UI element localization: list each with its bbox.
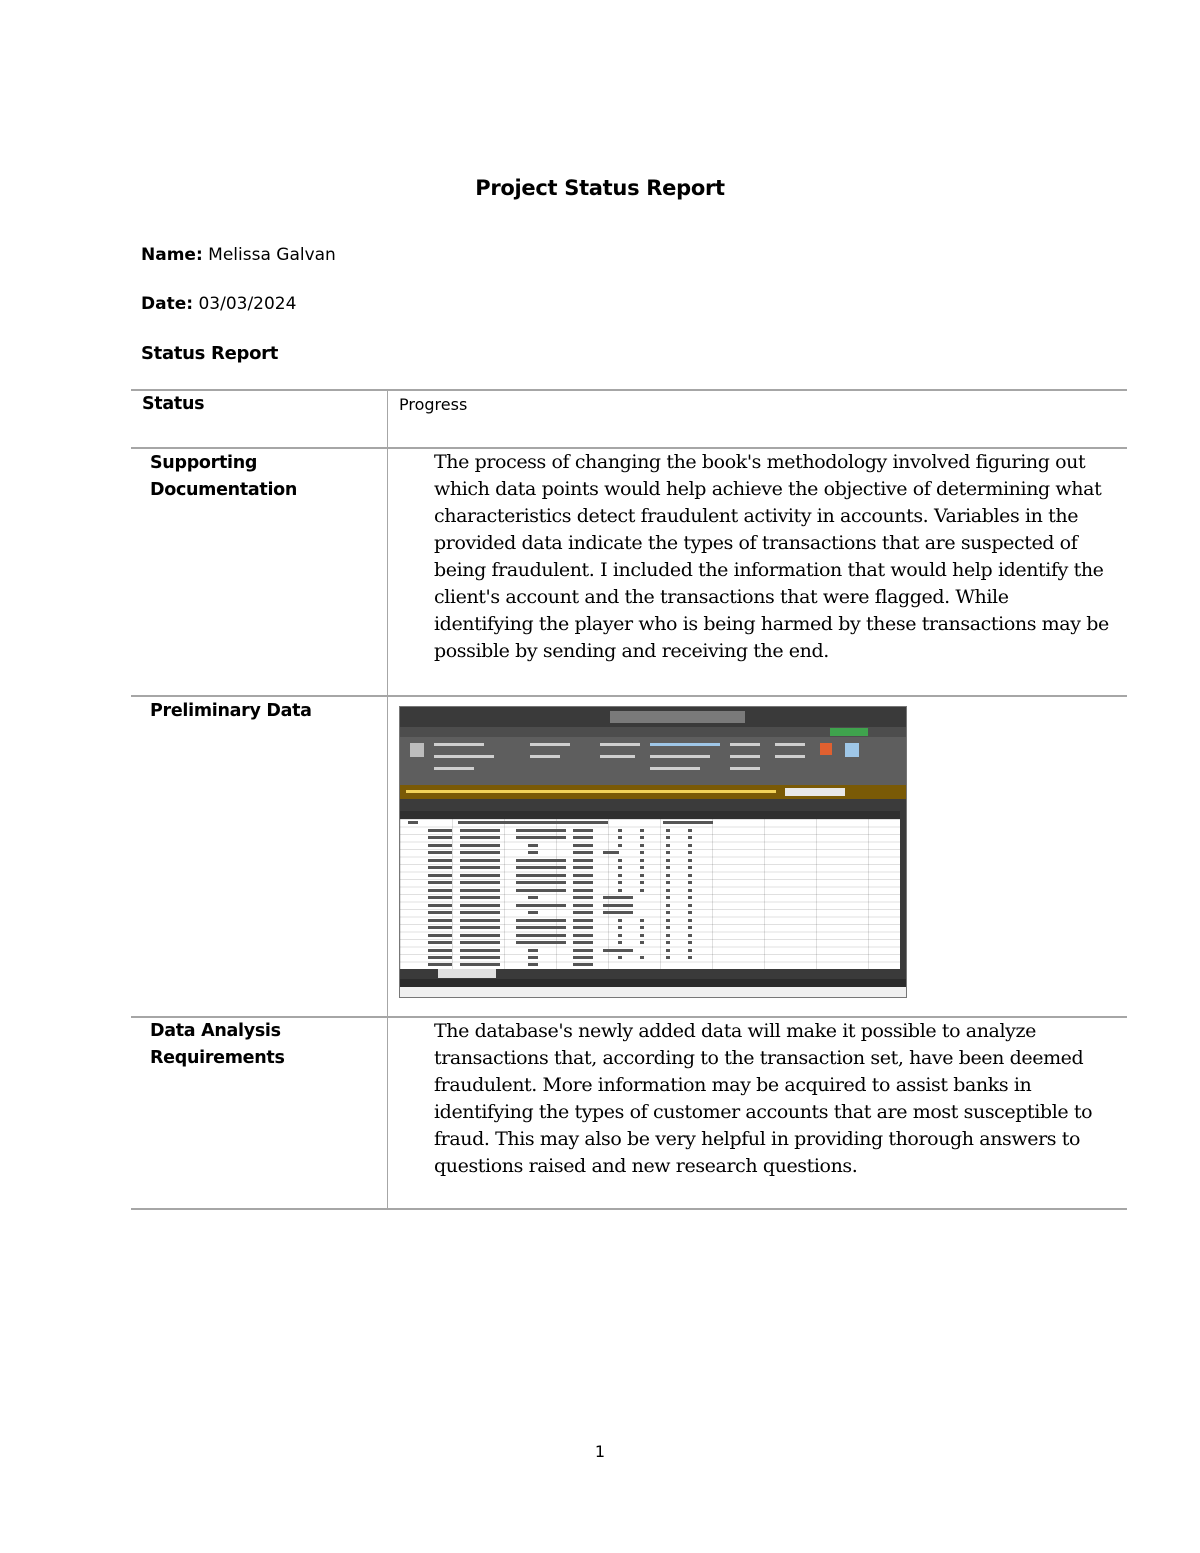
- screenshot-scrollbar: [900, 811, 906, 969]
- screenshot-status-bar: [400, 979, 906, 987]
- name-line: [141, 245, 336, 265]
- name-label: Name:: [141, 245, 203, 265]
- label-line: Documentation: [150, 480, 298, 500]
- text-line: fraudulent. More information may be acquired to assist banks in: [434, 1074, 1032, 1096]
- name-value: Melissa Galvan: [208, 245, 336, 265]
- status-report-table: [131, 389, 1127, 1210]
- supporting-documentation-text: [434, 449, 1124, 665]
- supporting-documentation-label: [150, 450, 297, 504]
- text-line: The database's newly added data will make it possible to analyze: [434, 1020, 1036, 1042]
- column-divider: [387, 1018, 388, 1208]
- table-row-data-analysis-requirements: [131, 1016, 1127, 1210]
- section-heading: Status Report: [141, 343, 279, 364]
- text-line: which data points would help achieve the objective of determining what: [434, 478, 1102, 500]
- screenshot-ribbon: [400, 737, 906, 785]
- spreadsheet-screenshot: [399, 706, 907, 998]
- page-number: 1: [594, 1442, 606, 1461]
- screenshot-share-button: [830, 728, 868, 736]
- page-title: Project Status Report: [475, 176, 725, 200]
- text-line: being fraudulent. I included the information that would help identify the: [434, 559, 1104, 581]
- screenshot-cell-grid: [400, 819, 900, 969]
- text-line: identifying the types of customer accounts that are most susceptible to: [434, 1101, 1093, 1123]
- label-line: Requirements: [150, 1048, 285, 1068]
- status-value: Progress: [399, 395, 468, 414]
- data-analysis-requirements-text: [434, 1018, 1124, 1180]
- text-line: fraud. This may also be very helpful in providing thorough answers to: [434, 1128, 1081, 1150]
- screenshot-search-box: [610, 711, 745, 723]
- column-divider: [387, 449, 388, 695]
- text-line: The process of changing the book's methodology involved figuring out: [434, 451, 1086, 473]
- status-label: Status: [142, 394, 205, 414]
- table-row-preliminary-data: [131, 695, 1127, 1016]
- screenshot-active-sheet-tab: [438, 969, 496, 978]
- screenshot-taskbar: [400, 987, 906, 997]
- column-divider: [387, 391, 388, 447]
- date-line: [141, 294, 296, 314]
- text-line: transactions that, according to the transaction set, have been deemed: [434, 1047, 1084, 1069]
- text-line: possible by sending and receiving the end.: [434, 640, 829, 662]
- text-line: identifying the player who is being harmed by these transactions may be: [434, 613, 1109, 635]
- label-line: Data Analysis: [150, 1021, 281, 1041]
- text-line: provided data indicate the types of transactions that are suspected of: [434, 532, 1078, 554]
- column-divider: [387, 697, 388, 1016]
- text-line: questions raised and new research questions.: [434, 1155, 858, 1177]
- text-line: characteristics detect fraudulent activity in accounts. Variables in the: [434, 505, 1079, 527]
- label-line: Supporting: [150, 453, 258, 473]
- data-analysis-requirements-label: [150, 1018, 285, 1072]
- screenshot-column-headers: [400, 811, 906, 819]
- date-value: 03/03/2024: [198, 294, 297, 314]
- table-row-status: [131, 389, 1127, 447]
- table-row-supporting-documentation: [131, 447, 1127, 695]
- screenshot-formula-bar: [400, 799, 906, 811]
- date-label: Date:: [141, 294, 194, 314]
- preliminary-data-label: Preliminary Data: [150, 701, 312, 721]
- screenshot-warning-banner: [400, 785, 906, 799]
- text-line: client's account and the transactions that were flagged. While: [434, 586, 1009, 608]
